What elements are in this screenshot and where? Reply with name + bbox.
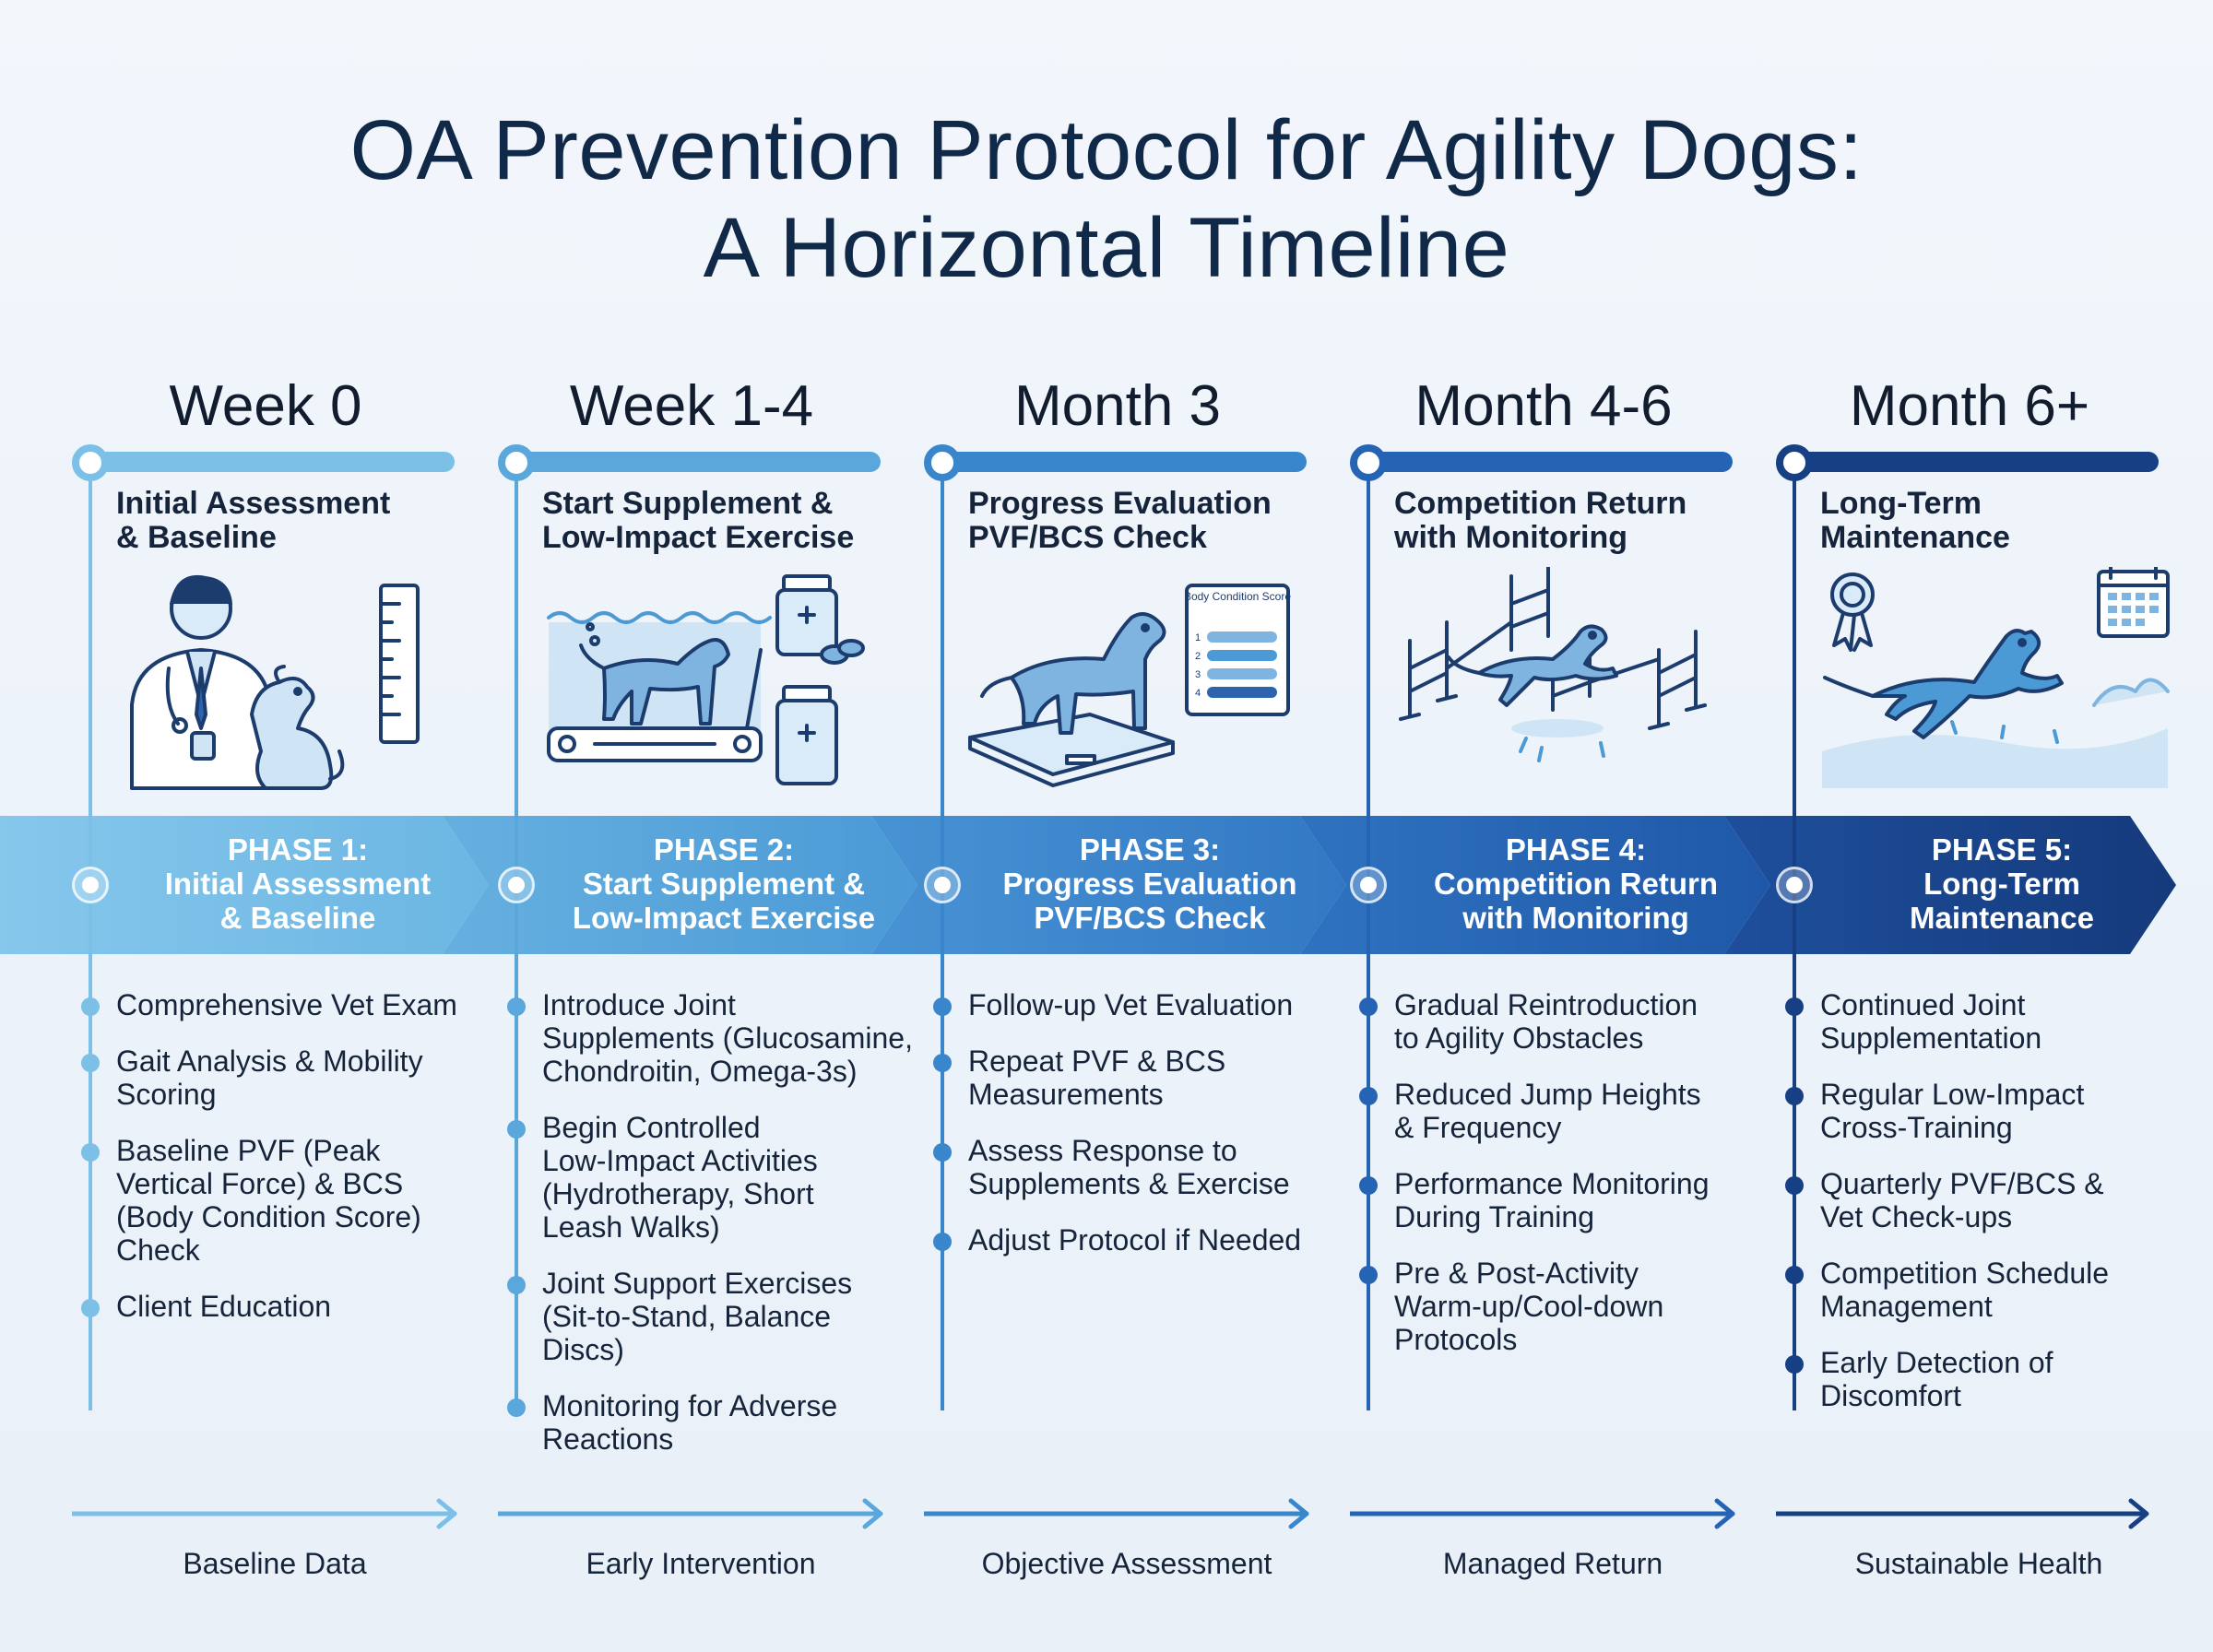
- svg-text:1: 1: [1195, 632, 1201, 643]
- phase-band-node: [1350, 867, 1387, 903]
- list-item: [498, 988, 931, 1088]
- item-text: Follow-up Vet Evaluation: [968, 988, 1294, 1021]
- phase-subtitle: [1820, 487, 2189, 555]
- phase-title-line: Competition Return: [1434, 867, 1718, 901]
- title-line-1: OA Prevention Protocol for Agility Dogs:: [349, 103, 1864, 197]
- list-item: [1350, 988, 1783, 1055]
- phase-title-line: & Baseline: [219, 901, 376, 935]
- item-text: Reduced Jump Heights: [1394, 1078, 1701, 1111]
- outcome-arrow-icon: [924, 1495, 1330, 1532]
- timeline-segment: [942, 452, 1307, 472]
- item-text: (Hydrotherapy, Short: [542, 1177, 814, 1210]
- item-text: Adjust Protocol if Needed: [968, 1223, 1302, 1257]
- bullet-dot: [507, 997, 526, 1016]
- list-item: [1350, 1167, 1783, 1233]
- list-item: [72, 1134, 505, 1267]
- task-list: [1350, 988, 1783, 1379]
- timeline-segment: [90, 452, 455, 472]
- item-text: Discomfort: [1820, 1379, 1961, 1412]
- phase-subtitle: [116, 487, 485, 555]
- phase-number: PHASE 3:: [1079, 832, 1221, 867]
- phase-title-line: Long-Term: [1923, 867, 2080, 901]
- dog-jumping-agility-hurdles-icon: [1391, 567, 1751, 797]
- period-label: Month 6+: [1849, 374, 2090, 438]
- bullet-dot: [507, 1276, 526, 1294]
- item-text: Client Education: [116, 1290, 332, 1323]
- item-text: Discs): [542, 1333, 624, 1366]
- score-card-title: Body Condition Score: [1183, 590, 1292, 603]
- list-item: [498, 1267, 931, 1366]
- item-text: Quarterly PVF/BCS &: [1820, 1167, 2104, 1200]
- task-list: [1776, 988, 2209, 1435]
- list-item: [924, 1044, 1357, 1111]
- list-item: [498, 1111, 931, 1244]
- outcome-arrow-icon: [1776, 1495, 2182, 1532]
- bullet-dot: [1785, 1176, 1804, 1195]
- phase-number: PHASE 1:: [227, 832, 369, 867]
- subtitle-line: Progress Evaluation: [968, 486, 1272, 521]
- bullet-dot: [507, 1398, 526, 1417]
- item-text: (Sit-to-Stand, Balance: [542, 1300, 832, 1333]
- bullet-dot: [1785, 997, 1804, 1016]
- underwater-treadmill-and-supplement-bottles-icon: [539, 567, 899, 797]
- phase-number: PHASE 4:: [1505, 832, 1647, 867]
- item-text: Supplements & Exercise: [968, 1167, 1290, 1200]
- phase-title-line: Maintenance: [1910, 901, 2094, 935]
- list-item: [1776, 1257, 2209, 1323]
- item-text: Introduce Joint: [542, 988, 736, 1021]
- outcome-label: Managed Return: [1442, 1547, 1663, 1580]
- outcome-arrow-icon: [1350, 1495, 1756, 1532]
- item-text: During Training: [1394, 1200, 1594, 1233]
- bullet-dot: [933, 1233, 952, 1251]
- item-text: Supplementation: [1820, 1021, 2042, 1055]
- subtitle-line: Maintenance: [1820, 520, 2010, 555]
- phase-title-line: Initial Assessment: [164, 867, 432, 901]
- timeline-node: [498, 444, 535, 481]
- item-text: Assess Response to: [968, 1134, 1237, 1167]
- bullet-dot: [1785, 1266, 1804, 1284]
- bullet-dot: [1785, 1355, 1804, 1374]
- svg-text:3: 3: [1195, 669, 1201, 680]
- outcome-arrow-icon: [498, 1495, 904, 1532]
- item-text: Check: [116, 1233, 200, 1267]
- timeline-segment: [516, 452, 881, 472]
- item-text: Vet Check-ups: [1820, 1200, 2013, 1233]
- phase-column-3: [924, 0, 1348, 1652]
- phase-band-node: [498, 867, 535, 903]
- outcome-label: Early Intervention: [586, 1547, 816, 1580]
- phase-subtitle: [1394, 487, 1763, 555]
- bullet-dot: [507, 1120, 526, 1139]
- phase-subtitle: [542, 487, 911, 555]
- timeline-node: [72, 444, 109, 481]
- period-label: Month 3: [1013, 374, 1222, 438]
- phase-band-label: [1405, 832, 1746, 935]
- list-item: [1350, 1078, 1783, 1144]
- phase-band-label: [553, 832, 894, 935]
- subtitle-line: Initial Assessment: [116, 486, 391, 521]
- phase-title-line: PVF/BCS Check: [1034, 901, 1266, 935]
- list-item: [1776, 988, 2209, 1055]
- item-text: Low-Impact Activities: [542, 1144, 818, 1177]
- subtitle-line: Low-Impact Exercise: [542, 520, 855, 555]
- bullet-dot: [1359, 1176, 1378, 1195]
- dog-on-scale-with-score-card-icon: [965, 567, 1325, 797]
- period-label: Month 4-6: [1414, 374, 1673, 438]
- item-text: Measurements: [968, 1078, 1164, 1111]
- subtitle-line: Competition Return: [1394, 486, 1687, 521]
- phase-band-node: [1776, 867, 1813, 903]
- phase-band-label: [127, 832, 468, 935]
- item-text: Performance Monitoring: [1394, 1167, 1710, 1200]
- item-text: Continued Joint: [1820, 988, 2026, 1021]
- timeline-node: [1776, 444, 1813, 481]
- item-text: Warm-up/Cool-down: [1394, 1290, 1664, 1323]
- item-text: Comprehensive Vet Exam: [116, 988, 457, 1021]
- bullet-dot: [81, 1143, 100, 1162]
- list-item: [498, 1389, 931, 1456]
- bullet-dot: [933, 997, 952, 1016]
- item-text: Joint Support Exercises: [542, 1267, 853, 1300]
- bullet-dot: [81, 1054, 100, 1072]
- phase-subtitle: [968, 487, 1337, 555]
- bullet-dot: [1359, 1266, 1378, 1284]
- phase-column-4: [1350, 0, 1774, 1652]
- phase-title-line: with Monitoring: [1462, 901, 1689, 935]
- phase-title-line: Low-Impact Exercise: [572, 901, 876, 935]
- timeline-segment: [1368, 452, 1733, 472]
- item-text: & Frequency: [1394, 1111, 1562, 1144]
- list-item: [1776, 1346, 2209, 1412]
- bullet-dot: [81, 997, 100, 1016]
- svg-text:4: 4: [1195, 688, 1201, 699]
- phase-band-label: [979, 832, 1320, 935]
- phase-title-line: Progress Evaluation: [1002, 867, 1297, 901]
- list-item: [72, 1044, 505, 1111]
- timeline-node: [924, 444, 961, 481]
- outcome-arrow-icon: [72, 1495, 478, 1532]
- item-text: to Agility Obstacles: [1394, 1021, 1644, 1055]
- list-item: [1776, 1078, 2209, 1144]
- list-item: [1350, 1257, 1783, 1356]
- list-item: [72, 1290, 505, 1323]
- bullet-dot: [933, 1054, 952, 1072]
- bullet-dot: [1359, 997, 1378, 1016]
- phase-column-5: [1776, 0, 2200, 1652]
- item-text: Pre & Post-Activity: [1394, 1257, 1639, 1290]
- list-item: [924, 1223, 1357, 1257]
- bullet-dot: [1785, 1087, 1804, 1105]
- list-item: [924, 988, 1357, 1021]
- vet-with-dog-and-ruler-icon: [113, 567, 473, 797]
- outcome-label: Objective Assessment: [981, 1547, 1272, 1580]
- item-text: Monitoring for Adverse: [542, 1389, 838, 1422]
- list-item: [924, 1134, 1357, 1200]
- period-label: Week 0: [169, 374, 362, 438]
- task-list: [924, 988, 1357, 1280]
- timeline-node: [1350, 444, 1387, 481]
- phase-band-node: [72, 867, 109, 903]
- item-text: Protocols: [1394, 1323, 1518, 1356]
- list-item: [1776, 1167, 2209, 1233]
- item-text: Vertical Force) & BCS: [116, 1167, 404, 1200]
- item-text: (Body Condition Score): [116, 1200, 421, 1233]
- list-item: [72, 988, 505, 1021]
- item-text: Gradual Reintroduction: [1394, 988, 1698, 1021]
- item-text: Repeat PVF & BCS: [968, 1044, 1226, 1078]
- bullet-dot: [1359, 1087, 1378, 1105]
- item-text: Chondroitin, Omega-3s): [542, 1055, 858, 1088]
- subtitle-line: PVF/BCS Check: [968, 520, 1207, 555]
- item-text: Baseline PVF (Peak: [116, 1134, 381, 1167]
- period-label: Week 1-4: [569, 374, 814, 438]
- task-list: [498, 988, 931, 1479]
- task-list: [72, 988, 505, 1346]
- item-text: Competition Schedule: [1820, 1257, 2110, 1290]
- phase-number: PHASE 2:: [653, 832, 795, 867]
- item-text: Reactions: [542, 1422, 674, 1456]
- subtitle-line: Long-Term: [1820, 486, 1982, 521]
- phase-column-2: [498, 0, 922, 1652]
- bullet-dot: [933, 1143, 952, 1162]
- bullet-dot: [81, 1299, 100, 1317]
- subtitle-line: with Monitoring: [1394, 520, 1628, 555]
- phase-column-1: [72, 0, 496, 1652]
- item-text: Begin Controlled: [542, 1111, 761, 1144]
- phase-title-line: Start Supplement &: [582, 867, 866, 901]
- item-text: Leash Walks): [542, 1210, 720, 1244]
- timeline-segment: [1794, 452, 2159, 472]
- item-text: Gait Analysis & Mobility: [116, 1044, 423, 1078]
- outcome-label: Baseline Data: [183, 1547, 367, 1580]
- item-text: Regular Low-Impact: [1820, 1078, 2085, 1111]
- item-text: Cross-Training: [1820, 1111, 2013, 1144]
- running-dog-with-award-and-calendar-icon: [1817, 567, 2177, 797]
- phase-band-node: [924, 867, 961, 903]
- item-text: Early Detection of: [1820, 1346, 2053, 1379]
- svg-text:2: 2: [1195, 651, 1201, 662]
- item-text: Scoring: [116, 1078, 217, 1111]
- item-text: Management: [1820, 1290, 1993, 1323]
- phase-band-label: [1831, 832, 2172, 935]
- subtitle-line: & Baseline: [116, 520, 277, 555]
- item-text: Supplements (Glucosamine,: [542, 1021, 913, 1055]
- phase-number: PHASE 5:: [1931, 832, 2073, 867]
- subtitle-line: Start Supplement &: [542, 486, 834, 521]
- outcome-label: Sustainable Health: [1854, 1547, 2103, 1580]
- title-line-2: A Horizontal Timeline: [703, 201, 1510, 295]
